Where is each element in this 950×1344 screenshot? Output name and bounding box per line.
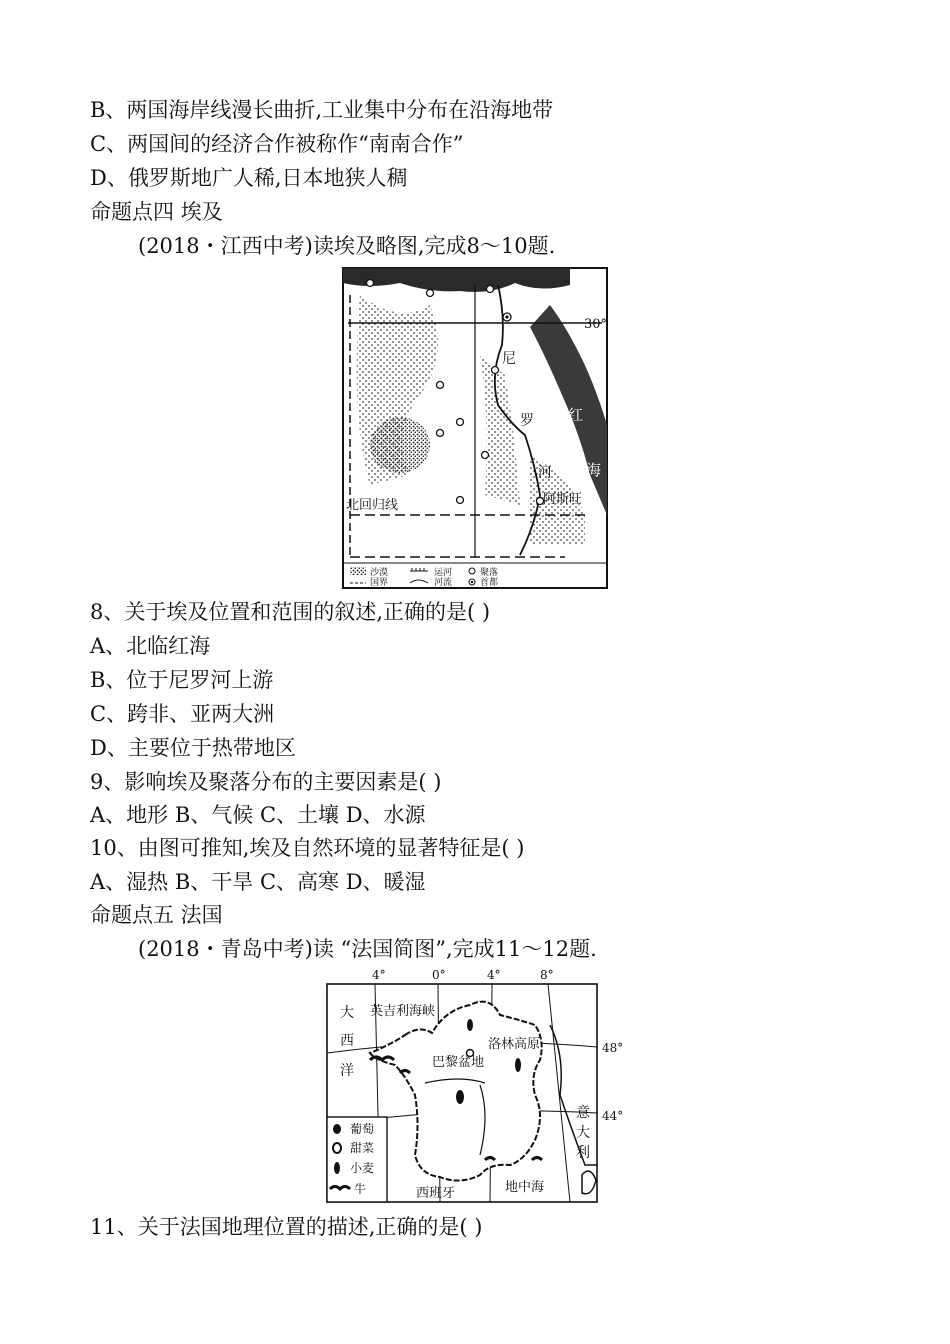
italy-label-1: 意	[576, 1105, 590, 1121]
legend-grape: 葡萄	[350, 1122, 375, 1136]
spain-label: 西班牙	[416, 1186, 456, 1201]
italy-label-3: 利	[576, 1145, 590, 1161]
lat-44-label: 44°	[602, 1109, 624, 1123]
legend-river: 河流	[434, 578, 453, 588]
channel-label: 英吉利海峡	[370, 1004, 436, 1019]
lon-e4-label: 4°	[487, 968, 501, 982]
atlantic-label-3: 洋	[340, 1063, 354, 1079]
section-heading-france: 命题点五 法国	[90, 903, 223, 927]
lat-30-label: 30°	[584, 317, 608, 332]
question-11: 11、关于法国地理位置的描述,正确的是( )	[90, 1215, 483, 1239]
atlantic-label-1: 大	[340, 1005, 354, 1021]
lon-0-label: 0°	[432, 968, 446, 982]
option-a-q8: A、北临红海	[90, 634, 211, 658]
legend-capital: 首都	[480, 578, 499, 588]
options-q9: A、地形 B、气候 C、土壤 D、水源	[90, 803, 426, 827]
option-c-q8: C、跨非、亚两大洲	[90, 702, 275, 726]
lorraine-label: 洛林高原	[488, 1037, 541, 1052]
legend-canal: 运河	[434, 568, 453, 578]
red-sea-label-1: 红	[568, 406, 584, 424]
france-map	[320, 965, 640, 1205]
section-heading-egypt: 命题点四 埃及	[90, 200, 223, 224]
nile-label-1: 尼	[502, 351, 516, 367]
nile-label-2: 罗	[520, 413, 534, 429]
aswan-label: 阿斯旺	[543, 492, 583, 507]
option-d-q8: D、主要位于热带地区	[90, 736, 296, 760]
france-intro: (2018・青岛中考)读 “法国简图”,完成11～12题.	[138, 937, 597, 961]
egypt-intro: (2018・江西中考)读埃及略图,完成8～10题.	[138, 234, 556, 258]
option-c-q7: C、两国间的经济合作被称作“南南合作”	[90, 132, 464, 156]
question-9: 9、影响埃及聚落分布的主要因素是( )	[90, 770, 442, 794]
tropic-label: 北回归线	[346, 498, 399, 513]
italy-label-2: 大	[576, 1125, 590, 1141]
nile-label-3: 河	[538, 465, 552, 481]
option-b-q7: B、两国海岸线漫长曲折,工业集中分布在沿海地带	[90, 98, 554, 122]
mediterranean-label: 地中海	[505, 1180, 545, 1195]
legend-desert: 沙漠	[370, 568, 389, 578]
legend-beet: 甜菜	[350, 1141, 375, 1155]
legend-wheat: 小麦	[350, 1161, 375, 1175]
lon-w4-label: 4°	[372, 968, 386, 982]
lat-48-label: 48°	[602, 1041, 624, 1055]
lon-e8-label: 8°	[540, 968, 554, 982]
option-b-q8: B、位于尼罗河上游	[90, 668, 274, 692]
red-sea-label-2: 海	[586, 461, 602, 479]
legend-border: 国界	[370, 578, 389, 588]
question-10: 10、由图可推知,埃及自然环境的显著特征是( )	[90, 836, 525, 860]
legend-settlement: 聚落	[480, 568, 499, 578]
paris-basin-label: 巴黎盆地	[432, 1055, 485, 1070]
question-8: 8、关于埃及位置和范围的叙述,正确的是( )	[90, 600, 491, 624]
options-q10: A、湿热 B、干旱 C、高寒 D、暖湿	[90, 870, 426, 894]
atlantic-label-2: 西	[340, 1033, 354, 1049]
egypt-map	[340, 265, 610, 591]
legend-cattle: 牛	[354, 1182, 367, 1196]
option-d-q7: D、俄罗斯地广人稀,日本地狭人稠	[90, 166, 408, 190]
